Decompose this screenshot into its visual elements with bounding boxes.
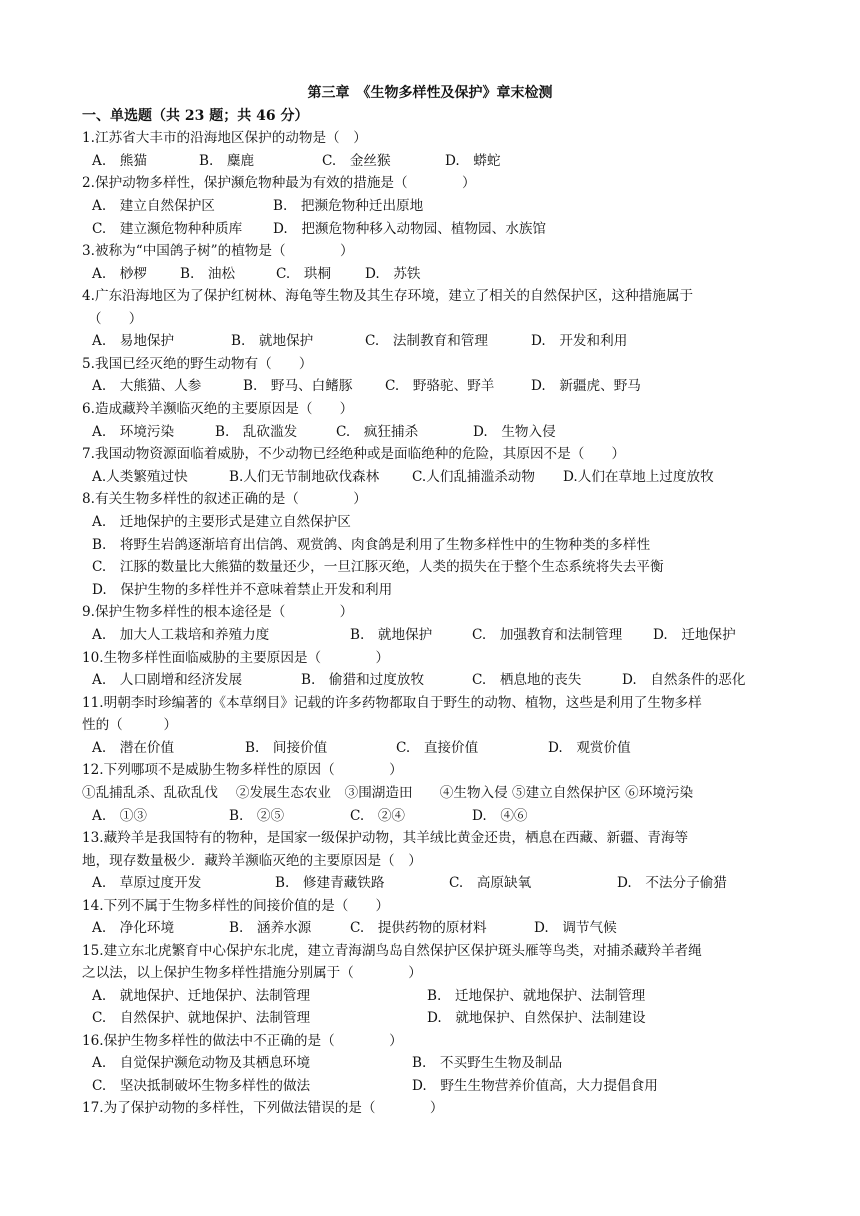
question-4-option-c[interactable]: C. 法制教育和管理 — [365, 333, 488, 349]
question-15-option-b[interactable]: B. 迁地保护、就地保护、法制管理 — [427, 988, 646, 1004]
question-7-option-d[interactable]: D.人们在草地上过度放牧 — [563, 469, 714, 485]
question-12-items: ①乱捕乱杀、乱砍乱伐 ②发展生态农业 ③围湖造田 ④生物入侵 ⑤建立自然保护区 ⑥环境污染 — [82, 785, 694, 801]
question-10-option-b[interactable]: B. 偷猎和过度放牧 — [301, 672, 425, 688]
question-3-stem: 3.被称为“中国鸽子树”的植物是（ ） — [82, 243, 354, 259]
question-11-option-c[interactable]: C. 直接价值 — [396, 740, 479, 756]
question-15-continuation: 之以法，以上保护生物多样性措施分别属于（ ） — [82, 965, 422, 981]
question-8-option-d[interactable]: D. 保护生物的多样性并不意味着禁止开发和利用 — [92, 582, 393, 598]
question-6-option-d[interactable]: D. 生物入侵 — [473, 424, 556, 440]
question-1-option-a[interactable]: A. 熊猫 — [92, 153, 147, 169]
question-2-stem: 2.保护动物多样性，保护濒危物种最为有效的措施是（ ） — [82, 175, 476, 191]
question-14-option-a[interactable]: A. 净化环境 — [92, 920, 175, 936]
question-7-option-b[interactable]: B.人们无节制地砍伐森林 — [229, 469, 380, 485]
question-13-continuation: 地，现存数量极少．藏羚羊濒临灭绝的主要原因是（ ） — [82, 853, 422, 869]
question-9-option-c[interactable]: C. 加强教育和法制管理 — [472, 627, 623, 643]
question-16-option-d[interactable]: D. 野生生物营养价值高，大力提倡食用 — [412, 1078, 658, 1094]
question-11-continuation: 性的（ ） — [82, 717, 178, 733]
question-15-option-d[interactable]: D. 就地保护、自然保护、法制建设 — [427, 1010, 646, 1026]
question-7-stem: 7.我国动物资源面临着威胁，不少动物已经绝种或是面临绝种的危险，其原因不是（ ） — [82, 446, 626, 462]
question-1-option-d[interactable]: D. 蟒蛇 — [445, 153, 501, 169]
question-8-option-c[interactable]: C. 江豚的数量比大熊猫的数量还少，一旦江豚灭绝，人类的损失在于整个生态系统将失去平衡 — [92, 559, 664, 575]
question-5-option-a[interactable]: A. 大熊猫、人参 — [92, 378, 202, 394]
question-12-option-d[interactable]: D. ④⑥ — [472, 808, 528, 824]
question-11-option-b[interactable]: B. 间接价值 — [245, 740, 328, 756]
question-4-stem: 4.广东沿海地区为了保护红树林、海龟等生物及其生存环境，建立了相关的自然保护区，这种措施属于 — [82, 288, 694, 304]
question-14-stem: 14.下列不属于生物多样性的间接价值的是（ ） — [82, 898, 390, 914]
question-2-option-a[interactable]: A. 建立自然保护区 — [92, 198, 215, 214]
question-11-option-d[interactable]: D. 观赏价值 — [548, 740, 631, 756]
question-13-option-b[interactable]: B. 修建青藏铁路 — [275, 875, 385, 891]
question-10-stem: 10.生物多样性面临威胁的主要原因是（ ） — [82, 650, 390, 666]
question-12-option-a[interactable]: A. ①③ — [92, 808, 147, 824]
question-4-option-b[interactable]: B. 就地保护 — [231, 333, 314, 349]
question-10-option-d[interactable]: D. 自然条件的恶化 — [622, 672, 746, 688]
question-5-option-c[interactable]: C. 野骆驼、野羊 — [385, 378, 495, 394]
question-9-option-b[interactable]: B. 就地保护 — [350, 627, 433, 643]
question-6-option-c[interactable]: C. 疯狂捕杀 — [336, 424, 419, 440]
question-3-option-c[interactable]: C. 珙桐 — [276, 266, 332, 282]
question-11-option-a[interactable]: A. 潜在价值 — [92, 740, 175, 756]
question-13-option-a[interactable]: A. 草原过度开发 — [92, 875, 202, 891]
question-8-stem: 8.有关生物多样性的叙述正确的是（ ） — [82, 491, 367, 507]
question-16-option-c[interactable]: C. 坚决抵制破坏生物多样性的做法 — [92, 1078, 311, 1094]
question-1-option-b[interactable]: B. 麋鹿 — [199, 153, 255, 169]
section-heading: 一、单选题（共 23 题；共 46 分） — [82, 108, 309, 124]
question-5-stem: 5.我国已经灭绝的野生动物有（ ） — [82, 356, 313, 372]
question-16-stem: 16.保护生物多样性的做法中不正确的是（ ） — [82, 1033, 403, 1049]
question-11-stem: 11.明朝李时珍编著的《本草纲目》记载的许多药物都取自于野生的动物、植物，这些是利用了生物多样 — [82, 695, 702, 711]
question-12-option-c[interactable]: C. ②④ — [350, 808, 406, 824]
question-17-stem: 17.为了保护动物的多样性，下列做法错误的是（ ） — [82, 1100, 444, 1116]
question-1-stem: 1.江苏省大丰市的沿海地区保护的动物是（ ） — [82, 130, 367, 146]
question-12-stem: 12.下列哪项不是威胁生物多样性的原因（ ） — [82, 762, 403, 778]
question-3-option-a[interactable]: A. 桫椤 — [92, 266, 147, 282]
question-14-option-d[interactable]: D. 调节气候 — [534, 920, 617, 936]
question-10-option-a[interactable]: A. 人口剧增和经济发展 — [92, 672, 243, 688]
page-title: 第三章 《生物多样性及保护》章末检测 — [307, 85, 553, 101]
question-10-option-c[interactable]: C. 栖息地的丧失 — [472, 672, 582, 688]
question-5-option-b[interactable]: B. 野马、白鳍豚 — [243, 378, 353, 394]
question-15-stem: 15.建立东北虎繁育中心保护东北虎，建立青海湖鸟岛自然保护区保护斑头雁等鸟类，对捕杀藏羚羊者绳 — [82, 943, 702, 959]
question-7-option-a[interactable]: A.人类繁殖过快 — [92, 469, 188, 485]
question-14-option-c[interactable]: C. 提供药物的原材料 — [350, 920, 487, 936]
question-9-option-a[interactable]: A. 加大人工栽培和养殖力度 — [92, 627, 270, 643]
question-2-option-c[interactable]: C. 建立濒危物种种质库 — [92, 221, 243, 237]
question-2-option-b[interactable]: B. 把濒危物种迁出原地 — [273, 198, 424, 214]
question-3-option-d[interactable]: D. 苏铁 — [365, 266, 421, 282]
question-2-option-d[interactable]: D. 把濒危物种移入动物园、植物园、水族馆 — [273, 221, 547, 237]
question-14-option-b[interactable]: B. 涵养水源 — [229, 920, 312, 936]
question-6-stem: 6.造成藏羚羊濒临灭绝的主要原因是（ ） — [82, 401, 354, 417]
question-16-option-a[interactable]: A. 自觉保护濒危动物及其栖息环境 — [92, 1055, 311, 1071]
question-16-option-b[interactable]: B. 不买野生生物及制品 — [412, 1055, 563, 1071]
question-13-stem: 13.藏羚羊是我国特有的物种，是国家一级保护动物，其羊绒比黄金还贵，栖息在西藏、新疆、青海等 — [82, 830, 689, 846]
question-5-option-d[interactable]: D. 新疆虎、野马 — [531, 378, 641, 394]
question-13-option-c[interactable]: C. 高原缺氧 — [449, 875, 532, 891]
question-6-option-a[interactable]: A. 环境污染 — [92, 424, 175, 440]
question-6-option-b[interactable]: B. 乱砍滥发 — [215, 424, 298, 440]
question-4-option-d[interactable]: D. 开发和利用 — [531, 333, 628, 349]
question-7-option-c[interactable]: C.人们乱捕滥杀动物 — [412, 469, 535, 485]
question-13-option-d[interactable]: D. 不法分子偷猎 — [617, 875, 727, 891]
question-15-option-c[interactable]: C. 自然保护、就地保护、法制管理 — [92, 1010, 311, 1026]
question-8-option-a[interactable]: A. 迁地保护的主要形式是建立自然保护区 — [92, 514, 351, 530]
question-15-option-a[interactable]: A. 就地保护、迁地保护、法制管理 — [92, 988, 311, 1004]
question-8-option-b[interactable]: B. 将野生岩鸽逐渐培育出信鸽、观赏鸽、肉食鸽是利用了生物多样性中的生物种类的多样性 — [92, 537, 651, 553]
question-1-option-c[interactable]: C. 金丝猴 — [322, 153, 391, 169]
question-4-continuation: （ ） — [88, 311, 143, 327]
question-12-option-b[interactable]: B. ②⑤ — [229, 808, 285, 824]
question-3-option-b[interactable]: B. 油松 — [180, 266, 236, 282]
question-9-option-d[interactable]: D. 迁地保护 — [653, 627, 736, 643]
question-4-option-a[interactable]: A. 易地保护 — [92, 333, 175, 349]
question-9-stem: 9.保护生物多样性的根本途径是（ ） — [82, 604, 354, 620]
